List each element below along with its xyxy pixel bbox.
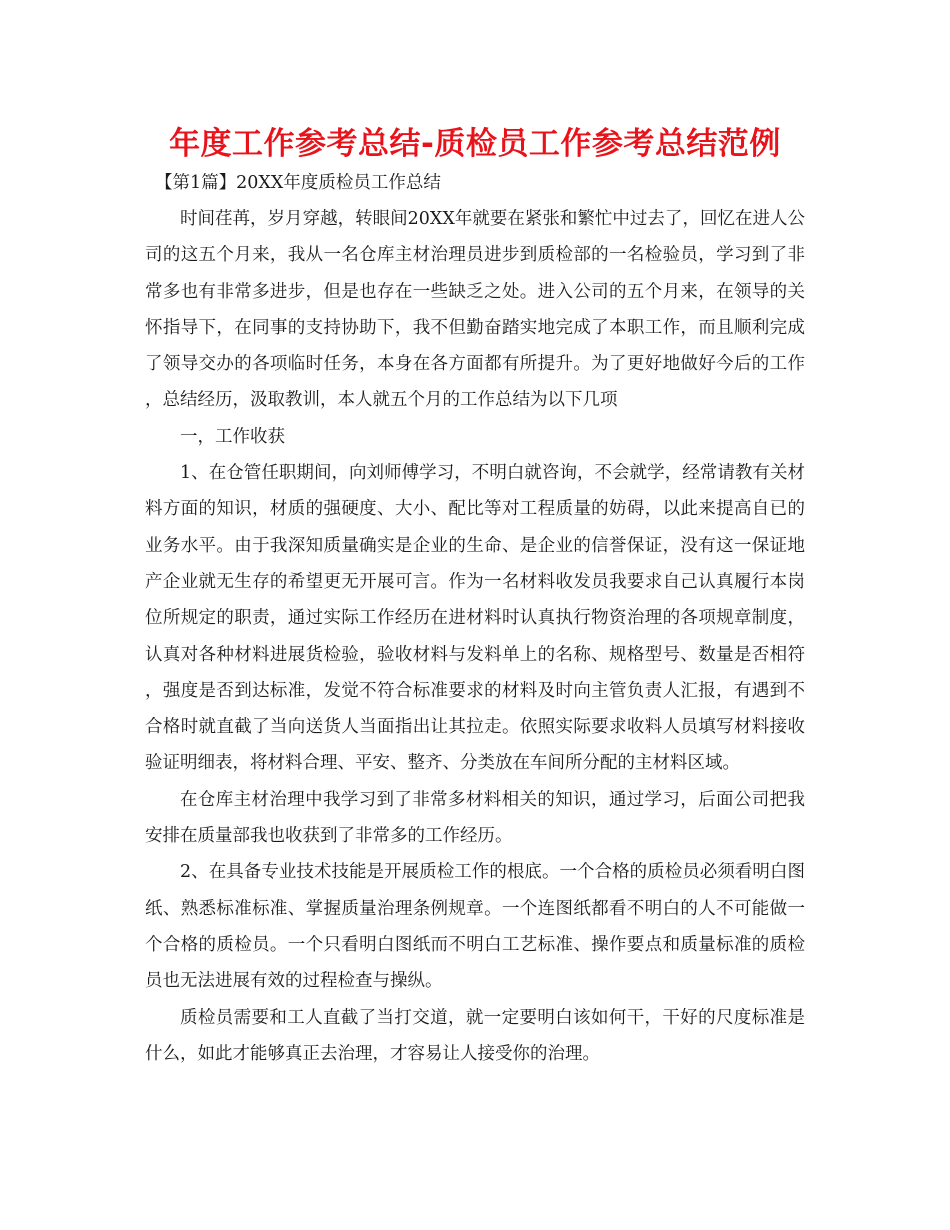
- paragraph-item-2: 2、在具备专业技术技能是开展质检工作的根底。一个合格的质检员必须看明白图纸、熟悉标准标准、掌握质量治理条例规章。一个连图纸都看不明白的人不可能做一个合格的质检员。一个只看明白图纸而不明白工艺标准、操作要点和质量标准的质检员也无法进展有效的过程检查与操纵。: [145, 862, 805, 992]
- document-body: [145, 165, 805, 1072]
- paragraph-inspector: 质检员需要和工人直截了当打交道，就一定要明白该如何干，干好的尺度标准是什么，如此才能够真正去治理，才容易让人接受你的治理。: [145, 1007, 805, 1064]
- paragraph-warehouse: 在仓库主材治理中我学习到了非常多材料相关的知识，通过学习，后面公司把我安排在质量部我也收获到了非常多的工作经历。: [145, 789, 805, 847]
- document-subtitle: 【第1篇】20XX年度质检员工作总结: [155, 173, 441, 193]
- paragraph-item-1: 1、在仓管任职期间，向刘师傅学习，不明白就咨询，不会就学，经常请教有关材料方面的知识，材质的强硬度、大小、配比等对工程质量的妨碍，以此来提高自已的业务水平。由于我深知质量确实是企业的生命、是企业的信誉保证，没有这一保证地产企业就无生存的希望更无开展可言。作为一名材料收发员我要求自己认真履行本岗位所规定的职责，通过实际工作经历在进材料时认真执行物资治理的各项规章制度，认真对各种材料进展货检验，验收材料与发料单上的名称、规格型号、数量是否相符，强度是否到达标准，发觉不符合标准要求的材料及时向主管负责人汇报，有遇到不合格时就直截了当向送货人当面指出让其拉走。依照实际要求收料人员填写材料接收验证明细表，将材料合理、平安、整齐、分类放在车间所分配的主材料区域。: [145, 463, 805, 774]
- paragraph-intro: 时间荏苒，岁月穿越，转眼间20XX年就要在紧张和繁忙中过去了，回忆在进人公司的这五个月来，我从一名仓库主材治理员进步到质检部的一名检验员，学习到了非常多也有非常多进步，但是也存在一些缺乏之处。进入公司的五个月来，在领导的关怀指导下，在同事的支持协助下，我不但勤奋踏实地完成了本职工作，而且顺利完成了领导交办的各项临时任务，本身在各方面都有所提升。为了更好地做好今后的工作，总结经历，汲取教训，本人就五个月的工作总结为以下几项: [145, 209, 805, 411]
- document-title: 年度工作参考总结-质检员工作参考总结范例: [169, 126, 781, 162]
- section-heading-work-gains: 一，工作收获: [180, 426, 285, 447]
